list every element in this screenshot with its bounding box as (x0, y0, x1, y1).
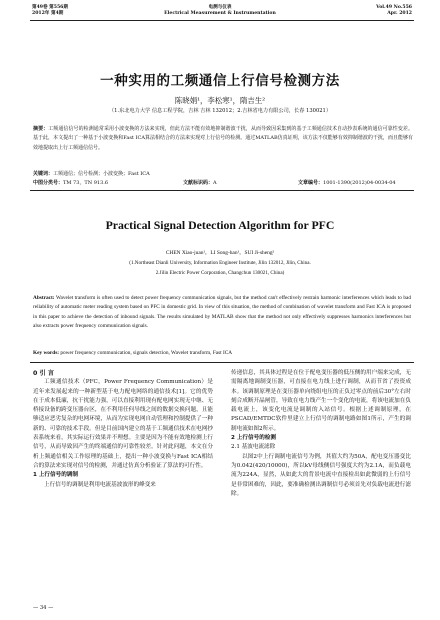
section-1-heading: 1 上行信号的调制 (33, 472, 78, 479)
header-center (0, 5, 440, 17)
chinese-keywords (33, 170, 413, 179)
chinese-abstract (33, 125, 413, 153)
document-code: 文献标识码：A (183, 180, 217, 186)
header-rule (30, 20, 414, 21)
body-rule (30, 362, 414, 363)
page-number: — 34 — (33, 605, 54, 611)
article-number: 文章编号：1001-1390(2012)04-0034-04 (298, 180, 396, 186)
english-abstract-label: Abstract: (33, 295, 55, 301)
chinese-abstract-text: 工频通信信号的检测通常采用小波变换的方法来实现，但此方法不能有效地抑制谐波干扰，从而导致因采集到的基于工频通信技术自动抄表系统的通信可靠性变差。基于此，本文提出了一种基于小波变换和Fast ICA算法相结合的方法来实现对上行信号的检测。通过MATLAB仿真证明，该方法不仅能够有效抑制谐波的干扰，而且能够有效地提取出上行工频通信信号。 (33, 126, 413, 151)
chinese-affiliation: （1.东北电力大学 信息工程学院，吉林 吉林 132012；2.吉林省电力有限公司，长春 130021） (108, 108, 332, 114)
english-abstract-text: Wavelet transform is often used to detect power frequency communication signals, but the method can't effectively restrain harmonic interferences which leads to bad reliability of automatic meter reading system based on PFC in domestic grid. In view of this situation, the method of combination of wavelet transform and Fast ICA is proposed in this paper to achieve the detection of inbound signals. The results simulated by MATLAB show that the method not only effectively suppresses harmonics interferences but also extracts power frequency communication signals. (33, 295, 411, 329)
english-affiliation-1: (1.Northeast Dianli University, Information Engineer Institute, Jilin 132012, Jilin, China. (129, 260, 311, 266)
section-intro-heading: 0 引 言 (33, 370, 54, 377)
section-1-paragraph: 上行信号的调制是利用电流基波波形的峰变来 (44, 481, 156, 488)
classification-row (33, 179, 413, 187)
english-affiliation-2: 2.Jilin Electric Power Corporation, Changchun 130021, China) (155, 270, 285, 276)
filtering-paragraph: 以图2中上行调制电流信号为例，其值大约为50A，配电变压器变比为0.042(420/10000)，所以kV母线侧信号强度大约为2.1A，而负载电流为224A，显然，从如此大的背景电流中直接检出如此微弱的上行信号是非常困难的，因此，要准确检测出调制信号必须首先对负载电流进行滤除。 (231, 453, 411, 497)
chinese-title: 一种实用的工频通信上行信号检测方法 (100, 73, 340, 89)
abstract-rule (30, 190, 414, 191)
english-keywords-label: Key words: (33, 350, 60, 356)
intro-paragraph: 工频通信技术（PFC，Power Frequency Communication）是近年来发展起来的一种新型基于电力配电网络的通信技术[1]。它的优势在于成本低廉，抗干扰能力强，可以直接利用现有配电网实现无中继、无桥接设备的跨变压器台区，在不利用任何导线之间的数据交换问题，且能够适应恶劣复杂的电网环境，从而为实现电网自动管理和控制提供了一种新的、可靠的技术手段。但是目前国内建立的基于工频通信技术在电网抄表系统来看，其实际运行效果并不理想。主要是因为不能有效地检测上行信号，从而导致因产生的终端通信的可靠性较差。针对此问题，本文在分析上频通信相关工作原理的基础上，提出一种小波变换与Fast ICA相结合的算法来实现对信号的检测，并通过仿真分析验证了算法的可行性。 (33, 379, 213, 469)
volume-number: Vol.49 No.556 (376, 5, 412, 10)
chinese-authors: 陈晓娟¹，李松寒¹，隋吉生² (174, 96, 266, 105)
journal-name-en: Electrical Measurement & Instrumentation (164, 11, 276, 17)
journal-name-cn: 电测与仪表 (208, 5, 232, 10)
chinese-keywords-label: 关键词： (33, 171, 54, 177)
issue-date: Apr. 2012 (387, 11, 412, 17)
english-title: Practical Signal Detection Algorithm for PFC (105, 218, 335, 232)
section-2-1-heading: 2.1 基波电流滤除 (231, 444, 276, 451)
year-issue: 2012年 第4期 (32, 11, 64, 17)
body-left-column (33, 369, 213, 490)
modulation-paragraph: 传递信息，其具体过程是在位于配电变压器的低压侧的用户端来完成，无需隔离地调制变压器，可直接在电力线上进行调制，从而节省了投资成本。该调制原理是在变压器单向绕组电压的正负过零点的前后30°左右时刻合成断开晶闸管，导致在电力线产生一个变化的电流，将该电流加在负载电流上，该变化电流是调制的入站信号。根据上述调制原理，在PSCAD/EMTDC软件里建立上行信号的调制电路如图1所示，产生的调制电流如图2所示。 (231, 370, 411, 432)
english-keywords (33, 350, 411, 356)
clc-number: 中图分类号：TM 73，TN 913.6 (33, 180, 109, 186)
english-abstract (33, 294, 411, 331)
chinese-abstract-label: 摘要： (33, 126, 49, 132)
section-2-heading: 2 上行信号的检测 (231, 435, 276, 442)
chinese-keywords-text: 工频通信；信号检测；小波变换；Fast ICA (53, 171, 150, 177)
body-right-column (231, 369, 411, 499)
header-right (376, 5, 412, 17)
english-authors: CHEN Xiao-juan¹，LI Song-han¹，SUI Ji-sheng² (165, 250, 275, 256)
english-keywords-text: power frequency communication, signals detection, Wavelet transform, Fast ICA (60, 350, 233, 356)
volume-issue: 第49卷 第556期 (32, 5, 68, 10)
